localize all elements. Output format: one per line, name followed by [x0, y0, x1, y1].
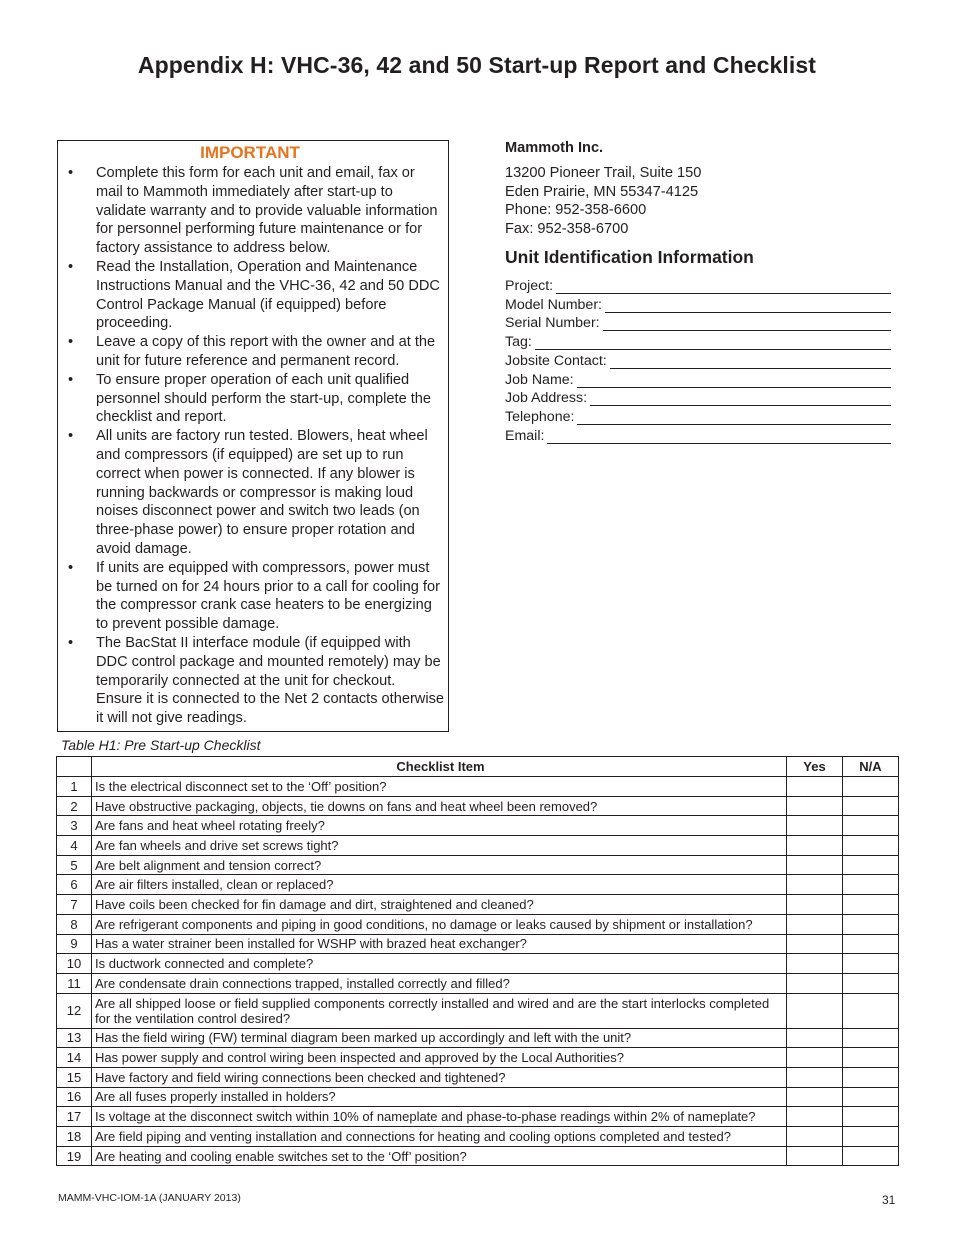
row-yes-cell[interactable] — [787, 836, 843, 856]
table-row — [57, 954, 899, 974]
row-yes-cell[interactable] — [787, 1087, 843, 1107]
row-yes-cell[interactable] — [787, 1028, 843, 1048]
unit-field-row — [505, 425, 891, 444]
row-na-cell[interactable] — [843, 954, 899, 974]
row-na-cell[interactable] — [843, 973, 899, 993]
row-checklist-item: Have factory and field wiring connections been checked and tightened? — [92, 1067, 787, 1087]
table-row — [57, 1067, 899, 1087]
important-item — [66, 427, 444, 559]
row-na-cell[interactable] — [843, 1067, 899, 1087]
bullet-icon: • — [68, 258, 74, 275]
important-item — [66, 333, 444, 371]
important-item — [66, 559, 444, 634]
row-number: 8 — [57, 914, 92, 934]
important-heading: IMPORTANT — [200, 143, 300, 162]
table-row — [57, 934, 899, 954]
row-number: 4 — [57, 836, 92, 856]
address-line-1: 13200 Pioneer Trail, Suite 150 — [505, 164, 702, 181]
table-row — [57, 1048, 899, 1068]
important-item-text: To ensure proper operation of each unit qualified personnel should perform the start-up, complete the checklist and report. — [96, 371, 432, 426]
row-na-cell[interactable] — [843, 816, 899, 836]
row-number: 17 — [57, 1107, 92, 1127]
fax-number: Fax: 952-358-6700 — [505, 221, 629, 238]
row-number: 16 — [57, 1087, 92, 1107]
unit-field-label: Tag: — [505, 334, 532, 350]
row-checklist-item: Are heating and cooling enable switches set to the ‘Off’ position? — [92, 1146, 787, 1166]
important-item — [66, 164, 444, 258]
table-row — [57, 895, 899, 915]
row-yes-cell[interactable] — [787, 1127, 843, 1147]
row-yes-cell[interactable] — [787, 1107, 843, 1127]
row-checklist-item: Have obstructive packaging, objects, tie downs on fans and heat wheel been removed? — [92, 796, 787, 816]
row-checklist-item: Has power supply and control wiring been inspected and approved by the Local Authorities? — [92, 1048, 787, 1068]
row-na-cell[interactable] — [843, 1127, 899, 1147]
important-item-text: Leave a copy of this report with the owner and at the unit for future reference and permanent record. — [96, 334, 436, 369]
bullet-icon: • — [68, 165, 74, 181]
unit-field-blank[interactable] — [603, 317, 891, 331]
row-yes-cell[interactable] — [787, 954, 843, 974]
row-yes-cell[interactable] — [787, 914, 843, 934]
row-yes-cell[interactable] — [787, 777, 843, 797]
bullet-icon: • — [68, 559, 74, 576]
unit-field-blank[interactable] — [556, 280, 891, 294]
pre-startup-checklist-table — [56, 756, 899, 1166]
row-na-cell[interactable] — [843, 1087, 899, 1107]
row-na-cell[interactable] — [843, 895, 899, 915]
row-number: 9 — [57, 934, 92, 954]
row-yes-cell[interactable] — [787, 1146, 843, 1166]
row-na-cell[interactable] — [843, 836, 899, 856]
row-number: 12 — [57, 993, 92, 1028]
unit-field-blank[interactable] — [577, 374, 891, 388]
bullet-icon: • — [68, 334, 74, 351]
unit-info-heading: Unit Identification Information — [505, 247, 754, 267]
table-row — [57, 1127, 899, 1147]
row-checklist-item: Is ductwork connected and complete? — [92, 954, 787, 974]
bullet-icon: • — [68, 428, 74, 445]
header-yes: Yes — [787, 757, 843, 777]
unit-field-label: Model Number: — [505, 296, 602, 313]
bullet-icon: • — [68, 371, 74, 388]
row-na-cell[interactable] — [843, 1146, 899, 1166]
row-yes-cell[interactable] — [787, 993, 843, 1028]
row-na-cell[interactable] — [843, 796, 899, 816]
row-checklist-item: Are fan wheels and drive set screws tight? — [92, 836, 787, 856]
row-na-cell[interactable] — [843, 1028, 899, 1048]
unit-field-blank[interactable] — [605, 299, 891, 313]
footer-doc-id: MAMM-VHC-IOM-1A (JANUARY 2013) — [58, 1192, 241, 1204]
row-number: 19 — [57, 1146, 92, 1166]
header-na: N/A — [843, 757, 899, 777]
unit-field-row — [505, 388, 891, 407]
row-checklist-item: Has the field wiring (FW) terminal diagram been marked up accordingly and left with the unit? — [92, 1028, 787, 1048]
row-number: 11 — [57, 973, 92, 993]
row-checklist-item: Has a water strainer been installed for WSHP with brazed heat exchanger? — [92, 934, 787, 954]
unit-field-row — [505, 350, 891, 369]
row-checklist-item: Is the electrical disconnect set to the ‘Off’ position? — [92, 777, 787, 797]
table-row — [57, 816, 899, 836]
row-number: 15 — [57, 1067, 92, 1087]
row-number: 18 — [57, 1127, 92, 1147]
table-row — [57, 1087, 899, 1107]
row-number: 3 — [57, 816, 92, 836]
unit-field-row — [505, 369, 891, 388]
important-list — [66, 164, 444, 728]
important-item — [66, 258, 444, 333]
important-item-text: The BacStat II interface module (if equipped with DDC control package and mounted remotely) may be temporarily connected at the unit for checkout. Ensure it is connected to the Net 2 contacts otherwise it will not give readings. — [96, 634, 445, 727]
unit-field-label: Job Address: — [505, 390, 588, 407]
row-na-cell[interactable] — [843, 934, 899, 954]
table-row — [57, 993, 899, 1028]
row-yes-cell[interactable] — [787, 934, 843, 954]
table-row — [57, 777, 899, 797]
unit-info-fields — [505, 275, 891, 444]
important-item-text: All units are factory run tested. Blowers, heat wheel and compressors (if equipped) are set up to run correct when power is connected. If any blower is running backwards or compressor is making loud noises disconnect power and switch two leads (on three-phase power) to ensure proper rotation and avoid damage. — [96, 428, 428, 557]
row-yes-cell[interactable] — [787, 895, 843, 915]
row-na-cell[interactable] — [843, 1107, 899, 1127]
unit-field-label: Jobsite Contact: — [505, 352, 607, 369]
table-caption: Table H1: Pre Start-up Checklist — [61, 737, 261, 753]
phone-number: Phone: 952-358-6600 — [505, 202, 647, 219]
table-row — [57, 796, 899, 816]
unit-field-label: Project: — [505, 277, 554, 294]
header-number — [57, 757, 92, 777]
row-checklist-item: Are all fuses properly installed in holders? — [92, 1087, 787, 1107]
row-yes-cell[interactable] — [787, 1048, 843, 1068]
row-na-cell[interactable] — [843, 1048, 899, 1068]
row-yes-cell[interactable] — [787, 796, 843, 816]
row-number: 14 — [57, 1048, 92, 1068]
row-checklist-item: Have coils been checked for fin damage and dirt, straightened and cleaned? — [92, 895, 787, 915]
row-yes-cell[interactable] — [787, 816, 843, 836]
company-name: Mammoth Inc. — [505, 140, 604, 156]
unit-field-blank[interactable] — [610, 355, 891, 369]
unit-field-row — [505, 275, 891, 294]
unit-field-label: Job Name: — [505, 371, 574, 388]
row-checklist-item: Are fans and heat wheel rotating freely? — [92, 816, 787, 836]
row-checklist-item: Is voltage at the disconnect switch within 10% of nameplate and phase-to-phase readings within 2% of nameplate? — [92, 1107, 787, 1127]
row-checklist-item: Are condensate drain connections trapped, installed correctly and filled? — [92, 973, 787, 993]
table-row — [57, 973, 899, 993]
unit-field-blank[interactable] — [535, 336, 891, 350]
row-yes-cell[interactable] — [787, 855, 843, 875]
table-header-row — [57, 757, 899, 777]
contact-block — [505, 139, 905, 239]
unit-field-row — [505, 313, 891, 332]
row-na-cell[interactable] — [843, 914, 899, 934]
unit-field-row — [505, 406, 891, 425]
table-row — [57, 855, 899, 875]
row-checklist-item: Are all shipped loose or field supplied components correctly installed and wired and are the start interlocks completed for the ventilation control desired? — [92, 993, 787, 1028]
footer-page-number: 31 — [882, 1193, 896, 1207]
row-yes-cell[interactable] — [787, 973, 843, 993]
bullet-icon: • — [68, 634, 74, 651]
table-row — [57, 1028, 899, 1048]
row-number: 1 — [57, 777, 92, 797]
unit-field-blank[interactable] — [547, 430, 891, 444]
unit-field-label: Telephone: — [505, 409, 575, 425]
table-row — [57, 1146, 899, 1166]
unit-field-blank[interactable] — [577, 411, 891, 425]
row-na-cell[interactable] — [843, 875, 899, 895]
row-number: 7 — [57, 895, 92, 915]
important-item-text: If units are equipped with compressors, power must be turned on for 24 hours prior to a call for cooling for the compressor crank case heaters to be energizing to prevent possible damage. — [96, 559, 440, 633]
row-yes-cell[interactable] — [787, 875, 843, 895]
unit-field-label: Serial Number: — [505, 315, 600, 332]
row-number: 13 — [57, 1028, 92, 1048]
table-row — [57, 875, 899, 895]
important-item-text: Complete this form for each unit and email, fax or mail to Mammoth immediately after start-up to validate warranty and to provide valuable information for personnel performing future maintenance or for factory assistance to address below. — [96, 165, 438, 257]
table-row — [57, 914, 899, 934]
header-checklist-item: Checklist Item — [92, 757, 787, 777]
important-item — [66, 371, 444, 427]
row-number: 2 — [57, 796, 92, 816]
row-checklist-item: Are field piping and venting installation and connections for heating and cooling options completed and tested? — [92, 1127, 787, 1147]
row-number: 10 — [57, 954, 92, 974]
row-number: 6 — [57, 875, 92, 895]
row-na-cell[interactable] — [843, 993, 899, 1028]
important-notice-box — [57, 140, 449, 732]
address-line-2: Eden Prairie, MN 55347-4125 — [505, 183, 699, 200]
unit-field-label: Email: — [505, 427, 545, 444]
unit-field-row — [505, 331, 891, 350]
row-na-cell[interactable] — [843, 777, 899, 797]
row-checklist-item: Are belt alignment and tension correct? — [92, 855, 787, 875]
row-na-cell[interactable] — [843, 855, 899, 875]
important-item-text: Read the Installation, Operation and Maintenance Instructions Manual and the VHC-36, 42 and 50 DDC Control Package Manual (if equipped) before proceeding. — [96, 258, 440, 332]
row-number: 5 — [57, 855, 92, 875]
row-yes-cell[interactable] — [787, 1067, 843, 1087]
unit-field-blank[interactable] — [590, 392, 891, 406]
table-row — [57, 1107, 899, 1127]
row-checklist-item: Are air filters installed, clean or replaced? — [92, 875, 787, 895]
row-checklist-item: Are refrigerant components and piping in good conditions, no damage or leaks caused by shipment or installation? — [92, 914, 787, 934]
page-title: Appendix H: VHC-36, 42 and 50 Start-up Report and Checklist — [137, 52, 817, 78]
important-item — [66, 634, 444, 728]
unit-field-row — [505, 294, 891, 313]
table-row — [57, 836, 899, 856]
